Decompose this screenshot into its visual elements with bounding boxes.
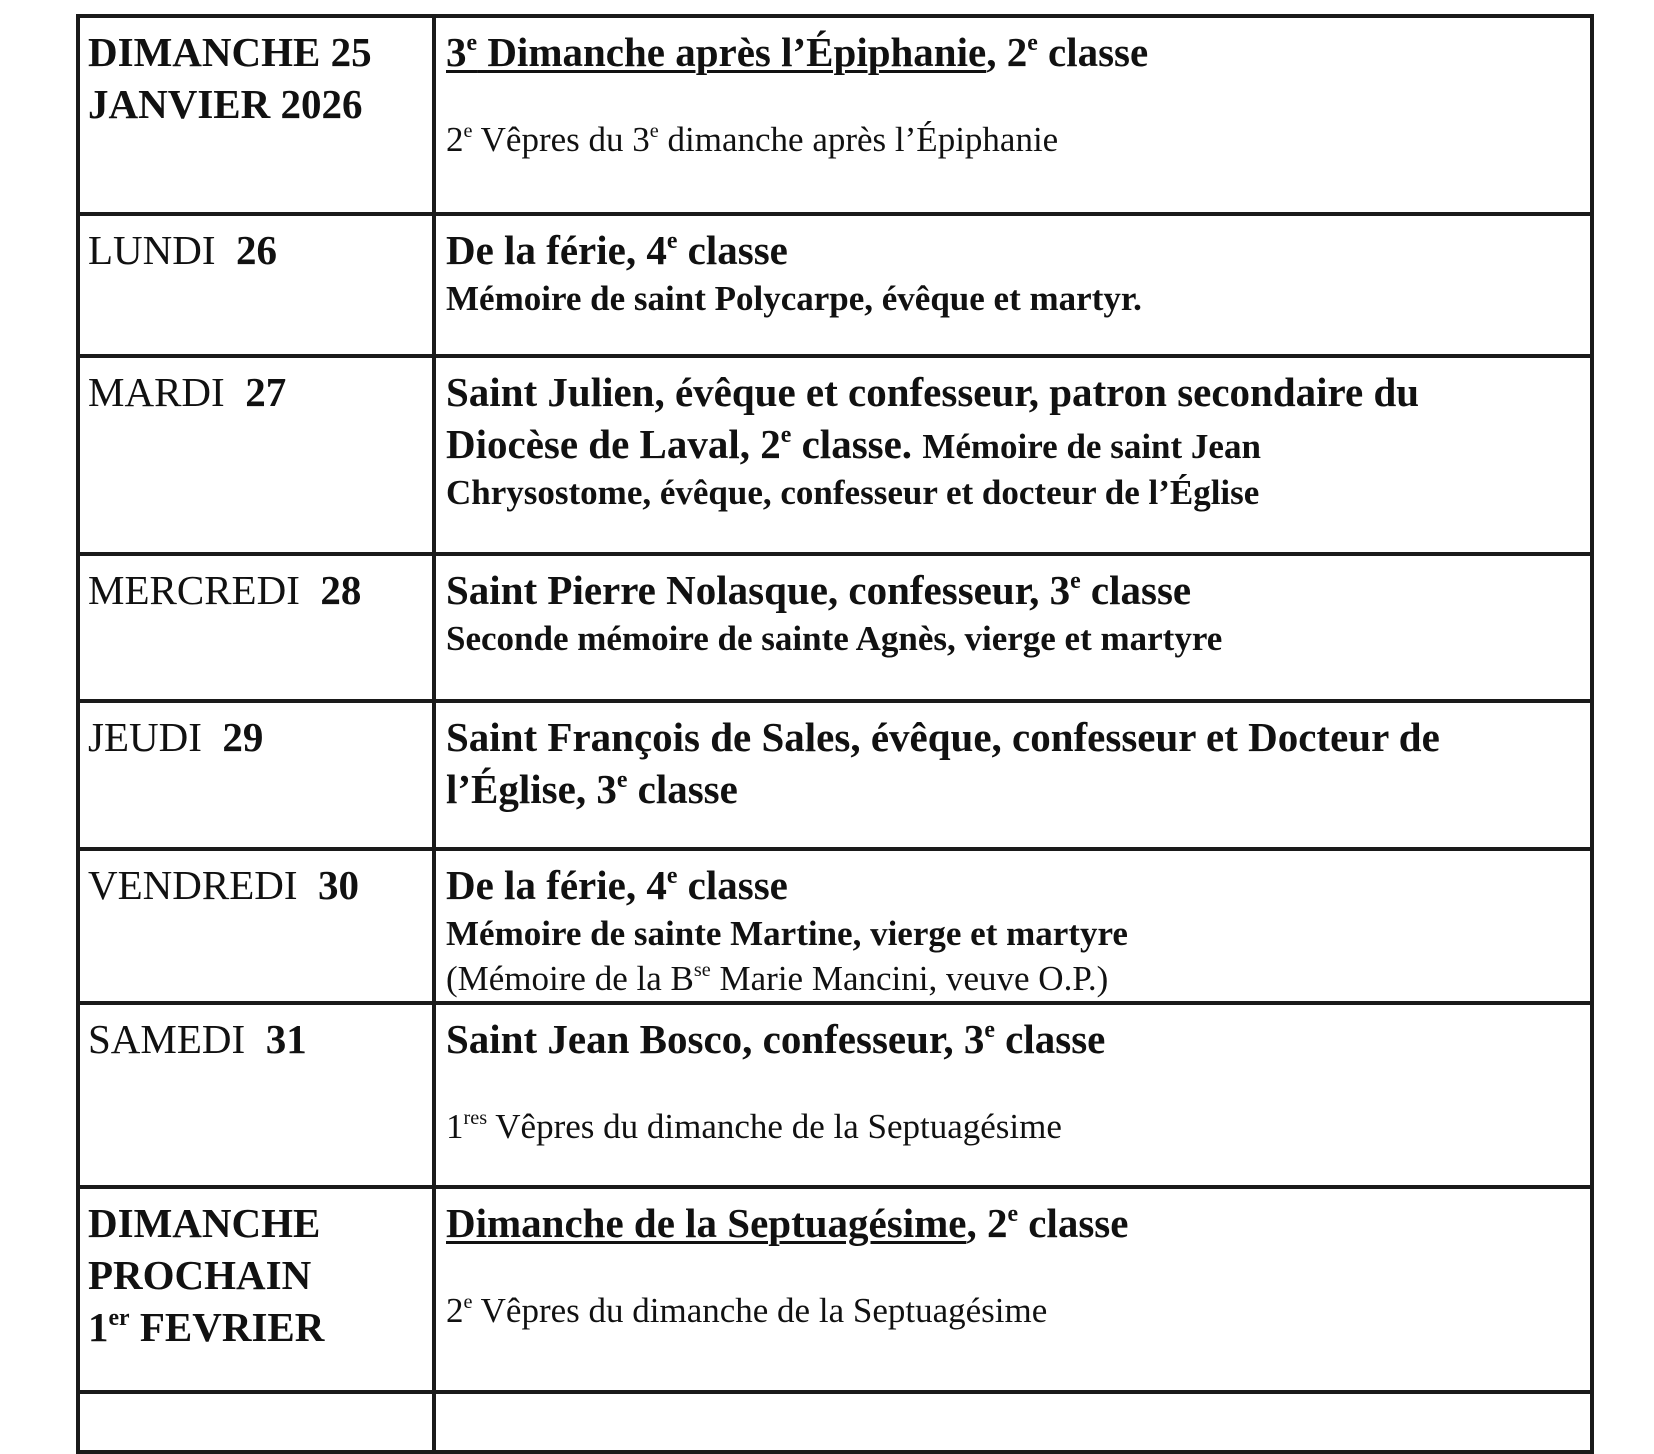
- office-title: 3e Dimanche après l’Épiphanie, 2e classe: [446, 29, 1149, 75]
- day-number: 28: [320, 567, 362, 613]
- day-name: MERCREDI: [88, 567, 300, 613]
- office-title: Saint Pierre Nolasque, confesseur, 3e classe: [446, 567, 1192, 613]
- table-row: [78, 356, 1592, 554]
- vespers-note: 2e Vêpres du dimanche de la Septuagésime: [446, 1291, 1048, 1330]
- table-row: [78, 1003, 1592, 1187]
- day-label: DIMANCHE: [88, 1200, 321, 1246]
- day-cell: [78, 701, 434, 849]
- vespers-note: 2e Vêpres du 3e dimanche après l’Épiphanie: [446, 120, 1059, 159]
- day-cell: [78, 356, 434, 554]
- day-label: DIMANCHE 25: [88, 29, 372, 75]
- table-row: [78, 554, 1592, 701]
- day-name: LUNDI: [88, 227, 216, 273]
- office-cell: [434, 554, 1592, 701]
- day-cell: [78, 849, 434, 1003]
- day-label: 1er FEVRIER: [88, 1304, 325, 1350]
- day-cell: [78, 1187, 434, 1392]
- day-number: 31: [265, 1016, 307, 1062]
- office-cell: [434, 1187, 1592, 1392]
- day-name: SAMEDI: [88, 1016, 246, 1062]
- optional-commemoration: (Mémoire de la $B^{se}$ Marie Mancini, veuve O.P.): [446, 959, 1109, 998]
- vespers-note: 1res Vêpres du dimanche de la Septuagésime: [446, 1107, 1062, 1146]
- office-cell: [434, 1003, 1592, 1187]
- office-title: Saint Jean Bosco, confesseur, 3e classe: [446, 1016, 1106, 1062]
- office-cell: [434, 701, 1592, 849]
- commemoration: Seconde mémoire de sainte Agnès, vierge et martyre: [446, 619, 1223, 658]
- office-title: Diocèse de Laval, 2e classe. Mémoire de saint Jean: [446, 421, 1261, 467]
- table-row: [78, 1392, 1592, 1452]
- office-title: Saint Julien, évêque et confesseur, patron secondaire du: [446, 369, 1420, 415]
- office-title: Dimanche de la Septuagésime, 2e classe: [446, 1200, 1129, 1246]
- day-label: PROCHAIN: [88, 1252, 312, 1298]
- day-cell: [78, 16, 434, 214]
- office-cell: [434, 1392, 1592, 1452]
- table-row: [78, 849, 1592, 1003]
- day-name: JEUDI: [88, 714, 202, 760]
- day-name: MARDI: [88, 369, 225, 415]
- office-cell: [434, 356, 1592, 554]
- table-row: [78, 16, 1592, 214]
- day-number: 29: [222, 714, 264, 760]
- day-name: VENDREDI: [88, 862, 298, 908]
- day-cell: [78, 554, 434, 701]
- office-title: l’Église, 3e classe: [446, 766, 738, 812]
- office-title: De la férie, 4e classe: [446, 227, 788, 273]
- liturgical-calendar-table: [76, 14, 1594, 1454]
- day-cell: [78, 1003, 434, 1187]
- office-cell: [434, 214, 1592, 356]
- table-row: [78, 214, 1592, 356]
- commemoration: Chrysostome, évêque, confesseur et docteur de l’Église: [446, 473, 1260, 512]
- table-row: [78, 701, 1592, 849]
- day-label: JANVIER 2026: [88, 81, 363, 127]
- office-cell: [434, 16, 1592, 214]
- commemoration: Mémoire de sainte Martine, vierge et martyre: [446, 914, 1128, 953]
- day-number: 27: [245, 369, 287, 415]
- office-title: Saint François de Sales, évêque, confesseur et Docteur de: [446, 714, 1440, 760]
- commemoration: Mémoire de saint Polycarpe, évêque et martyr.: [446, 279, 1142, 318]
- day-number: 30: [318, 862, 360, 908]
- table-row: [78, 1187, 1592, 1392]
- day-cell: [78, 1392, 434, 1452]
- office-title: De la férie, 4e classe: [446, 862, 788, 908]
- office-cell: [434, 849, 1592, 1003]
- day-cell: [78, 214, 434, 356]
- day-number: 26: [236, 227, 278, 273]
- commemoration: Mémoire de saint Jean: [922, 427, 1261, 466]
